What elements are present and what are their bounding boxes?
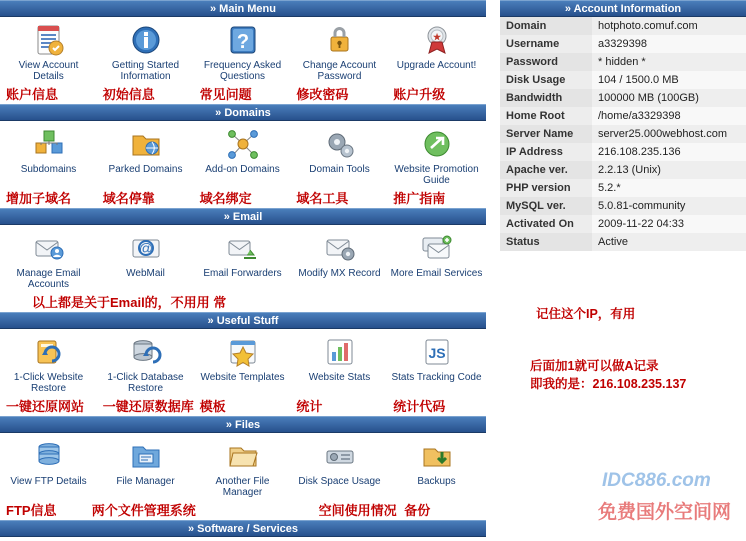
table-row <box>500 125 746 143</box>
table-row <box>500 89 746 107</box>
table-row <box>500 143 746 161</box>
mail-accounts-icon <box>2 230 95 266</box>
icon-grid-email <box>0 225 486 292</box>
annotation-text: 域名停靠 <box>102 190 155 206</box>
annotation-text: 修改密码 <box>296 86 349 102</box>
gears-icon <box>293 126 386 162</box>
annotation-a-record-hint: 后面加1就可以做A记录 <box>530 359 659 373</box>
menu-item-more-email-services[interactable] <box>388 225 485 292</box>
row-value: 2009-11-22 04:33 <box>592 215 746 233</box>
annotation-email-note <box>0 292 486 312</box>
row-value: /home/a3329398 <box>592 107 746 125</box>
annotation-remember-ip: 记住这个IP，有用 <box>536 307 636 321</box>
annotation-text: 一键还原数据库 <box>102 398 194 414</box>
restore-database-icon <box>99 334 192 370</box>
menu-item-frequency-asked-questions[interactable] <box>194 17 291 84</box>
key-padlock-icon <box>293 22 386 58</box>
menu-item-label: Frequency Asked Questions <box>203 60 282 82</box>
menu-item-modify-mx-record[interactable] <box>291 225 388 292</box>
svg-text:JS: JS <box>427 345 446 361</box>
mail-stack-icon <box>390 230 483 266</box>
icon-grid-useful-stuff <box>0 329 486 396</box>
menu-item-backups[interactable] <box>388 433 485 500</box>
sitemap-blocks-icon <box>2 126 95 162</box>
table-row <box>500 197 746 215</box>
menu-item-add-on-domains[interactable] <box>194 121 291 188</box>
icon-grid-main-menu <box>0 17 486 84</box>
menu-item-label: Backups <box>417 476 456 487</box>
row-value: * hidden * <box>592 53 746 71</box>
menu-item-label: 1-Click Website Restore <box>13 372 84 394</box>
icon-grid-domains <box>0 121 486 188</box>
icon-grid-files <box>0 433 486 500</box>
menu-item-file-manager[interactable] <box>97 433 194 500</box>
annotation-text: 推广指南 <box>393 190 446 206</box>
award-ribbon-icon <box>390 22 483 58</box>
row-key: Disk Usage <box>500 71 592 89</box>
annotation-row-main-menu <box>0 84 486 104</box>
arrow-circle-icon <box>390 126 483 162</box>
row-value: server25.000webhost.com <box>592 125 746 143</box>
menu-item-label: Disk Space Usage <box>298 476 381 487</box>
menu-item-1-click-database-restore[interactable] <box>97 329 194 396</box>
menu-item-label: Stats Tracking Code <box>391 372 482 383</box>
menu-item-1-click-website-restore[interactable] <box>0 329 97 396</box>
annotation-a-record-value: 即我的是：216.108.235.137 <box>530 377 687 391</box>
section-header-email: » Email <box>0 208 486 225</box>
annotation-text: 两个文件管理系统 <box>91 502 196 518</box>
menu-item-label: Website Stats <box>308 372 371 383</box>
server-stack-icon <box>2 438 95 474</box>
menu-item-label: Another File Manager <box>215 476 270 498</box>
row-value: 100000 MB (100GB) <box>592 89 746 107</box>
svg-text:@: @ <box>138 240 153 256</box>
annotation-text: 以上都是关于Email的，不用用 常 <box>32 294 227 310</box>
table-row <box>500 35 746 53</box>
menu-item-label: Getting Started Information <box>111 60 180 82</box>
row-key: Username <box>500 35 592 53</box>
section-header-domains: » Domains <box>0 104 486 121</box>
annotation-text: 模板 <box>199 398 226 414</box>
table-row <box>500 17 746 35</box>
row-value: a3329398 <box>592 35 746 53</box>
row-key: Activated On <box>500 215 592 233</box>
annotation-text: 增加子域名 <box>6 190 72 206</box>
annotation-text: 空间使用情况 <box>318 502 397 518</box>
section-header-files: » Files <box>0 416 486 433</box>
menu-item-label: Website Templates <box>200 372 285 383</box>
annotation-row-useful-stuff <box>0 396 486 416</box>
backup-download-icon <box>390 438 483 474</box>
menu-item-label: Manage Email Accounts <box>16 268 81 290</box>
row-key: Password <box>500 53 592 71</box>
menu-item-domain-tools[interactable] <box>291 121 388 188</box>
annotation-text: 一键还原网站 <box>6 398 85 414</box>
row-key: MySQL ver. <box>500 197 592 215</box>
menu-item-label: Modify MX Record <box>298 268 381 279</box>
table-row <box>500 71 746 89</box>
at-sign-mail-icon <box>99 230 192 266</box>
svg-text:?: ? <box>236 31 249 53</box>
row-key: Server Name <box>500 125 592 143</box>
row-value: 2.2.13 (Unix) <box>592 161 746 179</box>
menu-item-label: More Email Services <box>390 268 483 279</box>
annotation-text: 初始信息 <box>102 86 155 102</box>
section-header-main-menu: » Main Menu <box>0 0 486 17</box>
menu-item-label: 1-Click Database Restore <box>107 372 184 394</box>
folder-globe-icon <box>99 126 192 162</box>
menu-item-label: Email Forwarders <box>203 268 282 279</box>
menu-item-label: Parked Domains <box>108 164 183 175</box>
menu-item-stats-tracking-code[interactable] <box>388 329 485 396</box>
section-header-software-services: » Software / Services <box>0 520 486 537</box>
menu-item-webmail[interactable] <box>97 225 194 292</box>
menu-item-label: Domain Tools <box>309 164 370 175</box>
menu-item-parked-domains[interactable] <box>97 121 194 188</box>
annotation-text: FTP信息 <box>6 502 57 518</box>
disk-drive-icon <box>293 438 386 474</box>
table-row <box>500 53 746 71</box>
row-key: PHP version <box>500 179 592 197</box>
row-key: IP Address <box>500 143 592 161</box>
table-row <box>500 215 746 233</box>
folder-open-icon <box>196 438 289 474</box>
menu-item-manage-email-accounts[interactable] <box>0 225 97 292</box>
menu-item-website-templates[interactable] <box>194 329 291 396</box>
restore-website-icon <box>2 334 95 370</box>
annotation-row-domains <box>0 188 486 208</box>
section-header-useful-stuff: » Useful Stuff <box>0 312 486 329</box>
network-nodes-icon <box>196 126 289 162</box>
menu-item-change-account-password[interactable] <box>291 17 388 84</box>
svg-text:★: ★ <box>432 32 441 42</box>
info-icon <box>99 22 192 58</box>
watermark-site-name: IDC886.com <box>602 470 711 491</box>
menu-item-email-forwarders[interactable] <box>194 225 291 292</box>
section-header-account-information: » Account Information <box>500 0 746 17</box>
menu-item-label: View Account Details <box>18 60 79 82</box>
menu-item-another-file-manager[interactable] <box>194 433 291 500</box>
menu-item-label: Change Account Password <box>302 60 377 82</box>
annotation-text: 统计代码 <box>393 398 446 414</box>
row-key: Apache ver. <box>500 161 592 179</box>
row-value: 5.0.81-community <box>592 197 746 215</box>
menu-item-subdomains[interactable] <box>0 121 97 188</box>
js-code-icon <box>390 334 483 370</box>
annotation-text: 常见问题 <box>199 86 252 102</box>
menu-item-upgrade-account[interactable] <box>388 17 485 84</box>
annotation-text: 统计 <box>296 398 323 414</box>
menu-item-view-ftp-details[interactable] <box>0 433 97 500</box>
menu-item-getting-started-information[interactable] <box>97 17 194 84</box>
document-list-icon <box>2 22 95 58</box>
annotation-text: 备份 <box>404 502 431 518</box>
menu-item-label: Add-on Domains <box>205 164 280 175</box>
watermark-tagline: 免费国外空间网 <box>598 502 732 523</box>
menu-item-label: View FTP Details <box>10 476 87 487</box>
menu-item-website-promotion-guide[interactable] <box>388 121 485 188</box>
annotation-text: 账户升级 <box>393 86 446 102</box>
account-information-panel <box>500 0 746 541</box>
annotation-text: 域名绑定 <box>199 190 252 206</box>
menu-item-label: Website Promotion Guide <box>394 164 479 186</box>
menu-item-label: Subdomains <box>20 164 77 175</box>
row-value: 104 / 1500.0 MB <box>592 71 746 89</box>
table-row <box>500 179 746 197</box>
table-row <box>500 161 746 179</box>
account-information-table <box>500 17 746 251</box>
table-row <box>500 233 746 251</box>
mail-gear-icon <box>293 230 386 266</box>
mail-forward-icon <box>196 230 289 266</box>
row-key: Status <box>500 233 592 251</box>
folder-manager-icon <box>99 438 192 474</box>
menu-item-label: File Manager <box>116 476 175 487</box>
table-row <box>500 107 746 125</box>
star-template-icon <box>196 334 289 370</box>
menu-item-disk-space-usage[interactable] <box>291 433 388 500</box>
row-key: Domain <box>500 17 592 35</box>
row-value: 216.108.235.136 <box>592 143 746 161</box>
annotation-text: 账户信息 <box>6 86 59 102</box>
menu-item-view-account-details[interactable] <box>0 17 97 84</box>
menu-item-label: Upgrade Account! <box>396 60 477 71</box>
row-value: 5.2.* <box>592 179 746 197</box>
bar-chart-icon <box>293 334 386 370</box>
row-value: hotphoto.comuf.com <box>592 17 746 35</box>
row-key: Home Root <box>500 107 592 125</box>
row-value: Active <box>592 233 746 251</box>
menu-item-label: WebMail <box>126 268 165 279</box>
question-mark-icon <box>196 22 289 58</box>
row-key: Bandwidth <box>500 89 592 107</box>
annotation-row-files <box>0 500 486 520</box>
menu-item-website-stats[interactable] <box>291 329 388 396</box>
annotation-text: 域名工具 <box>296 190 349 206</box>
